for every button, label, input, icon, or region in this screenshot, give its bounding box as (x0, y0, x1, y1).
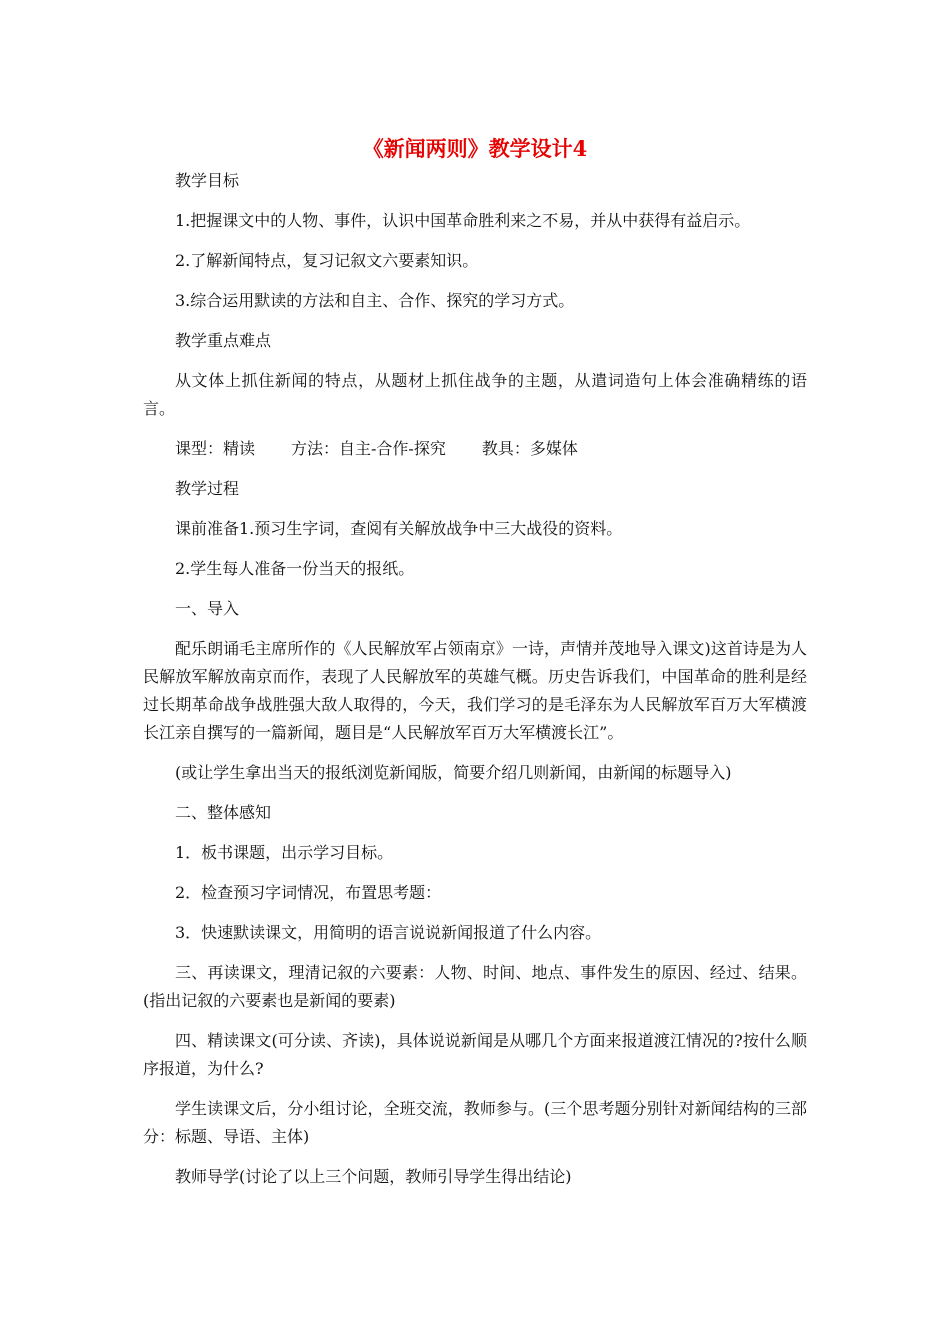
document-title: 《新闻两则》教学设计4 (362, 136, 588, 161)
preparation-item-1: 课前准备1.预习生字词，查阅有关解放战争中三大战役的资料。 (175, 519, 623, 538)
introduction-text: 配乐朗诵毛主席所作的《人民解放军占领南京》一诗，声情并茂地导入课文)这首诗是为人民解放军解放南京而作，表现了人民解放军的英雄气概。历史告诉我们，中国革命的胜利是经过长期革命战争战胜强大敌人取得的，今天，我们学习的是毛泽东为人民解放军百万大军横渡长江亲自撰写的一篇新闻，题目是“人民解放军百万大军横渡长江”。 (143, 639, 807, 742)
section-introduction: 一、导入 (175, 599, 240, 618)
section-reread: 三、再读课文，理清记叙的六要素：人物、时间、地点、事件发生的原因、经过、结果。(指出记叙的六要素也是新闻的要素) (143, 963, 807, 1010)
heading-teaching-process: 教学过程 (175, 479, 240, 498)
preparation-item-2: 2.学生每人准备一份当天的报纸。 (175, 559, 415, 578)
heading-key-points: 教学重点难点 (175, 331, 272, 350)
perception-step-3: 3．快速默读课文，用简明的语言说说新闻报道了什么内容。 (175, 923, 602, 942)
course-info-line (143, 435, 807, 463)
heading-teaching-goals: 教学目标 (175, 171, 240, 190)
perception-step-1: 1．板书课题，出示学习目标。 (175, 843, 394, 862)
key-points-text: 从文体上抓住新闻的特点，从题材上抓住战争的主题，从遣词造句上体会准确精练的语言。 (143, 371, 807, 418)
teacher-guidance: 教师导学(讨论了以上三个问题，教师引导学生得出结论) (175, 1167, 572, 1186)
group-discussion: 学生读课文后，分小组讨论，全班交流，教师参与。(三个思考题分别针对新闻结构的三部分：标题、导语、主体) (143, 1099, 807, 1146)
document-body (143, 167, 807, 1191)
section-close-reading: 四、精读课文(可分读、齐读)，具体说说新闻是从哪几个方面来报道渡江情况的?按什么顺序报道，为什么? (143, 1031, 807, 1078)
section-overall-perception: 二、整体感知 (175, 803, 272, 822)
course-tools: 教具：多媒体 (481, 439, 578, 458)
goal-item-3: 3.综合运用默读的方法和自主、合作、探究的学习方式。 (175, 291, 575, 310)
course-method: 方法：自主-合作-探究 (291, 439, 446, 458)
course-type: 课型：精读 (175, 439, 256, 458)
introduction-alternative: (或让学生拿出当天的报纸浏览新闻版，简要介绍几则新闻，由新闻的标题导入) (175, 763, 732, 782)
goal-item-2: 2.了解新闻特点，复习记叙文六要素知识。 (175, 251, 479, 270)
perception-step-2: 2．检查预习字词情况，布置思考题： (175, 883, 442, 902)
goal-item-1: 1.把握课文中的人物、事件，认识中国革命胜利来之不易，并从中获得有益启示。 (175, 211, 751, 230)
